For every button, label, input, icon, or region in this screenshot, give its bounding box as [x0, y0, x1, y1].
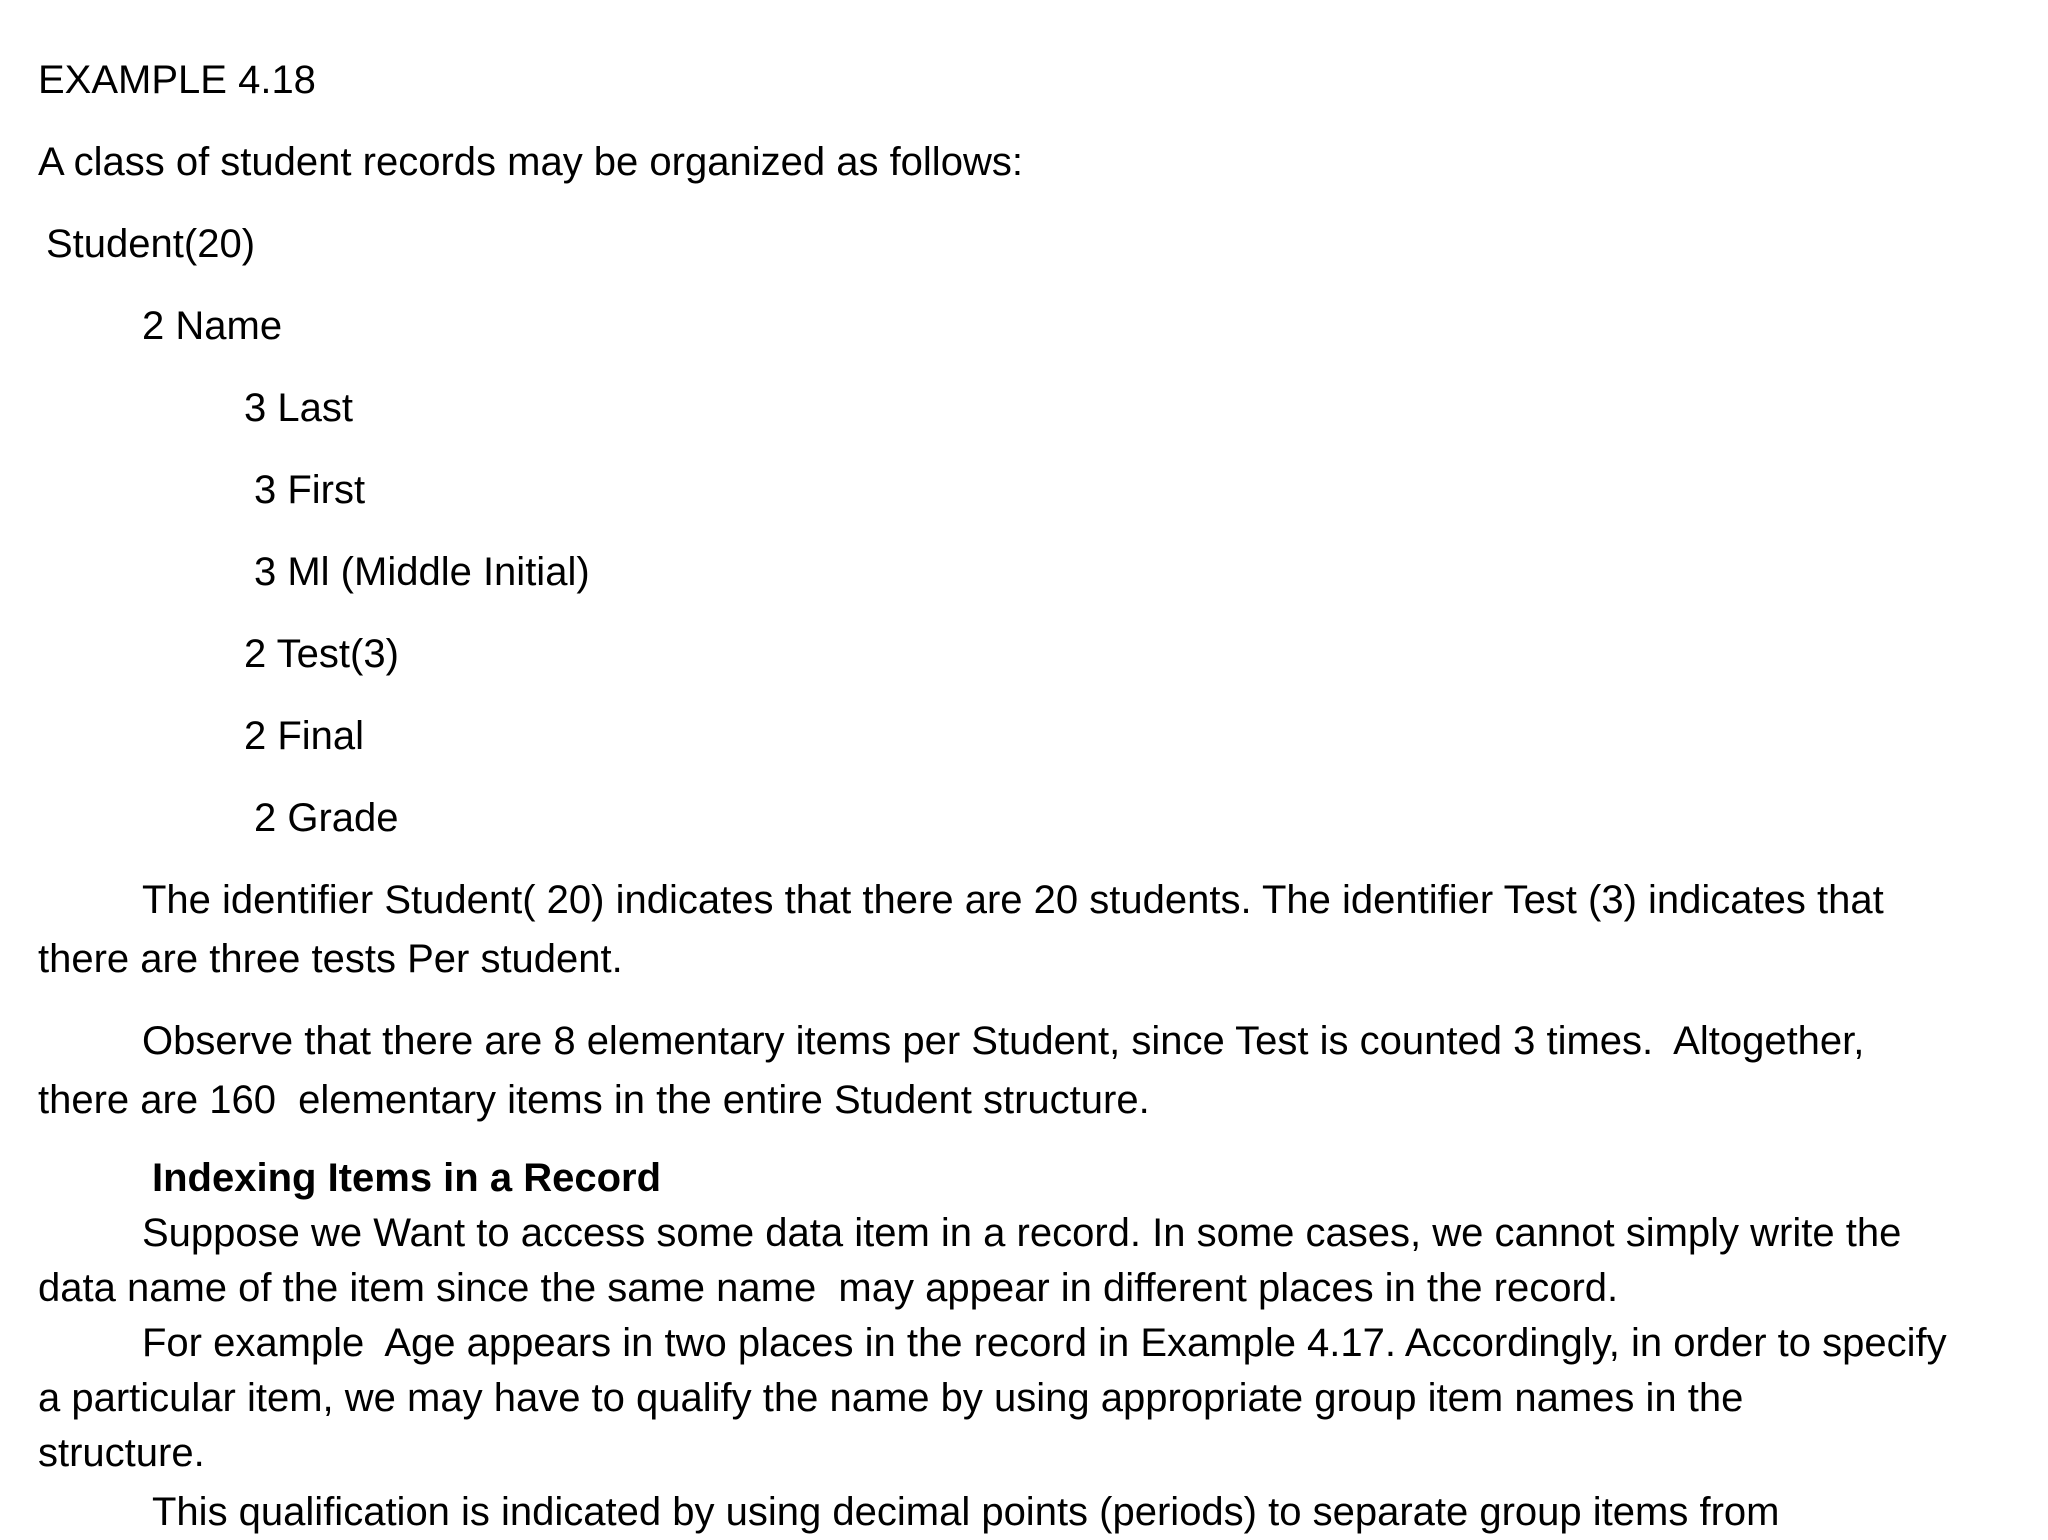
- paragraph-line: Observe that there are 8 elementary items per Student, since Test is counted 3 times. Altogether,: [142, 1019, 1865, 1063]
- structure-item: Student(20): [46, 222, 256, 266]
- intro-text: A class of student records may be organized as follows:: [38, 140, 1023, 184]
- paragraph-line: For example Age appears in two places in the record in Example 4.17. Accordingly, in order to specify: [142, 1321, 1947, 1365]
- paragraph-line: a particular item, we may have to qualify the name by using appropriate group item names in the: [38, 1376, 1744, 1420]
- structure-item: 2 Test(3): [244, 632, 399, 676]
- paragraph-line: there are three tests Per student.: [38, 937, 623, 981]
- section-heading: Indexing Items in a Record: [152, 1156, 662, 1200]
- paragraph-line: This qualification is indicated by using decimal points (periods) to separate group items from: [152, 1490, 1780, 1534]
- paragraph-line: Suppose we Want to access some data item in a record. In some cases, we cannot simply write the: [142, 1211, 1902, 1255]
- paragraph-line: The identifier Student( 20) indicates that there are 20 students. The identifier Test (3) indicates that: [142, 878, 1884, 922]
- structure-item: 3 Ml (Middle Initial): [254, 550, 590, 594]
- structure-item: 3 First: [254, 468, 366, 512]
- structure-item: 2 Final: [244, 714, 365, 758]
- structure-item: 2 Grade: [254, 796, 399, 840]
- example-title: EXAMPLE 4.18: [38, 58, 316, 102]
- paragraph-line: structure.: [38, 1431, 205, 1475]
- paragraph-line: there are 160 elementary items in the entire Student structure.: [38, 1078, 1150, 1122]
- structure-item: 3 Last: [244, 386, 353, 430]
- paragraph-line: data name of the item since the same name may appear in different places in the record.: [38, 1266, 1619, 1310]
- structure-item: 2 Name: [142, 304, 283, 348]
